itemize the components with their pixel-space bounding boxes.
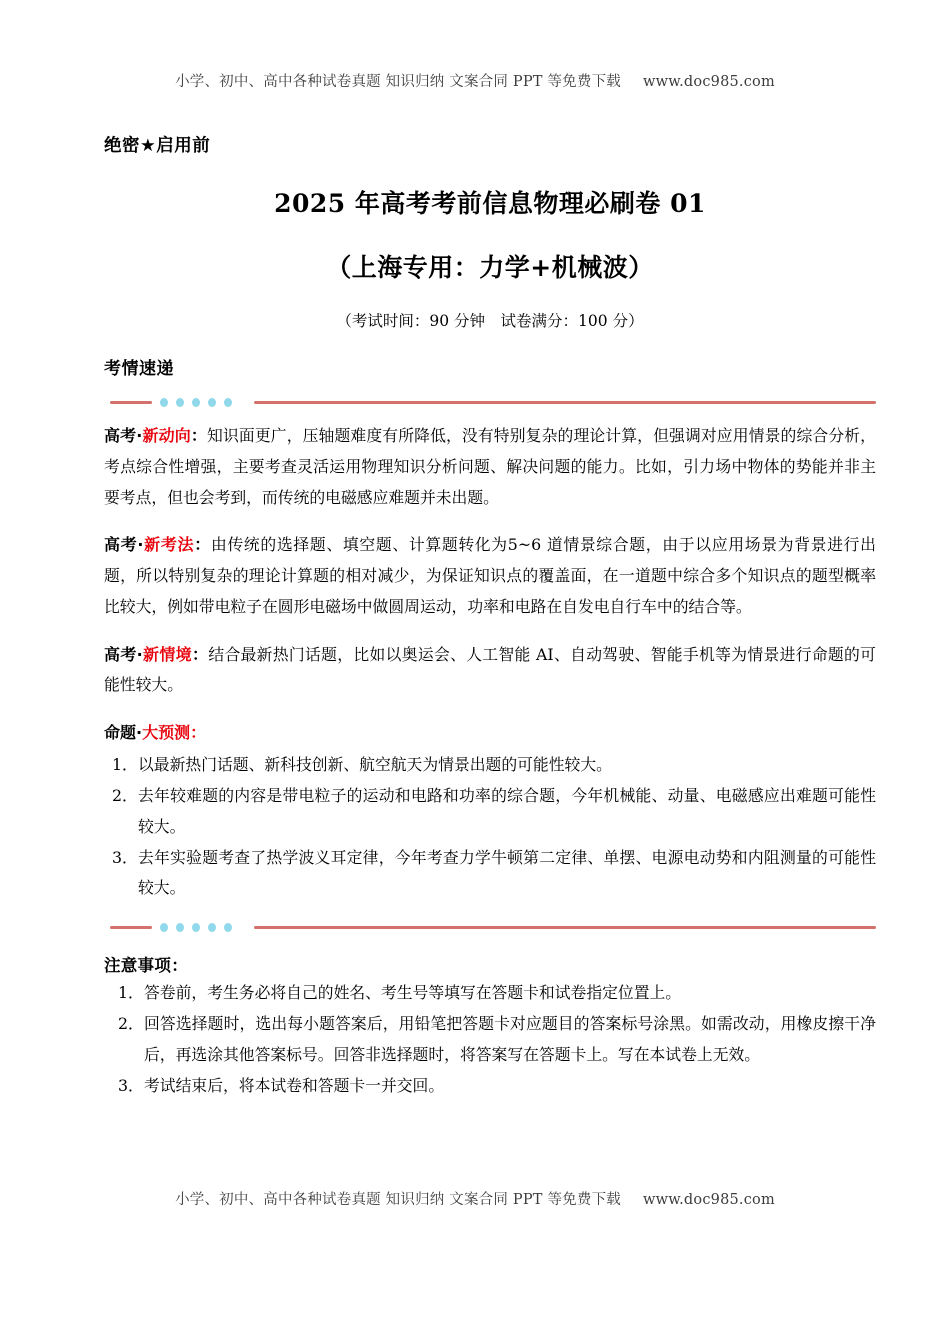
exam-brief-paragraph xyxy=(104,529,876,622)
list-item xyxy=(104,1009,876,1071)
page-footer-url: www.doc985.com xyxy=(642,1192,775,1208)
list-item-index: 3． xyxy=(112,847,138,867)
document-content xyxy=(104,0,876,1101)
decorative-divider-top xyxy=(104,395,876,411)
paragraph-lead-highlight: 新情境 xyxy=(142,644,192,664)
exam-info: （考试时间：90 分钟 试卷满分：100 分） xyxy=(336,311,644,330)
paragraph-lead-highlight: 新动向 xyxy=(142,426,191,446)
section-heading-notices: 注意事项： xyxy=(104,956,188,976)
decorative-divider-bottom xyxy=(104,920,876,936)
paragraph-lead-colon: ： xyxy=(190,426,208,446)
exam-brief-paragraph xyxy=(104,420,876,513)
prediction-heading-highlight: 大预测： xyxy=(142,722,207,742)
divider-dot-icon xyxy=(160,398,168,407)
page-header-url: www.doc985.com xyxy=(642,74,775,90)
list-item xyxy=(104,1071,876,1102)
list-item-text: 以最新热门话题、新科技创新、航空航天为情景出题的可能性较大。 xyxy=(138,755,612,775)
page-footer-text: 小学、初中、高中各种试卷真题 知识归纳 文案合同 PPT 等免费下载 xyxy=(175,1192,621,1208)
paragraph-body: 结合最新热门话题，比如以奥运会、人工智能 AI、自动驾驶、智能手机等为情景进行命题的可能性较大。 xyxy=(104,644,876,695)
divider-dot-icon xyxy=(176,398,184,407)
divider-dots xyxy=(160,923,232,932)
list-item-text: 考试结束后，将本试卷和答题卡一并交回。 xyxy=(144,1075,445,1095)
page-subtitle: （上海专用：力学+机械波） xyxy=(326,252,654,282)
list-item-index: 1． xyxy=(112,755,138,775)
list-item xyxy=(104,843,876,905)
paragraph-lead: 高考· xyxy=(104,426,143,446)
page-footer xyxy=(0,1188,950,1209)
list-item-text: 去年较难题的内容是带电粒子的运动和电路和功率的综合题，今年机械能、动量、电磁感应出难题可能性较大。 xyxy=(138,785,876,836)
divider-line-left xyxy=(110,926,152,929)
prediction-heading-lead: 命题· xyxy=(104,722,143,742)
divider-line-right xyxy=(254,926,876,929)
section-heading-exam-brief: 考情速递 xyxy=(104,359,174,380)
list-item-text: 答卷前，考生务必将自己的姓名、考生号等填写在答题卡和试卷指定位置上。 xyxy=(144,983,682,1003)
paragraph-lead-colon: ： xyxy=(192,644,209,664)
list-item-text: 去年实验题考查了热学波义耳定律，今年考查力学牛顿第二定律、单摆、电源电动势和内阻测量的可能性较大。 xyxy=(138,847,876,898)
divider-line-left xyxy=(110,401,152,404)
list-item-text: 回答选择题时，选出每小题答案后，用铅笔把答题卡对应题目的答案标号涂黑。如需改动，用橡皮擦干净后，再选涂其他答案标号。回答非选择题时，将答案写在答题卡上。写在本试卷上无效。 xyxy=(144,1013,876,1064)
paragraph-body: 知识面更广，压轴题难度有所降低，没有特别复杂的理论计算，但强调对应用情景的综合分析，考点综合性增强，主要考查灵活运用物理知识分析问题、解决问题的能力。比如，引力场中物体的势能并非主要考点，但也会考到，而传统的电磁感应难题并未出题。 xyxy=(104,426,876,507)
divider-dot-icon xyxy=(176,923,184,932)
list-item xyxy=(104,750,876,781)
page-header-text: 小学、初中、高中各种试卷真题 知识归纳 文案合同 PPT 等免费下载 xyxy=(175,74,621,90)
page-title: 2025 年高考考前信息物理必刷卷 01 xyxy=(274,189,706,218)
paragraph-body: 由传统的选择题、填空题、计算题转化为5~6 道情景综合题，由于以应用场景为背景进行出题，所以特别复杂的理论计算题的相对减少，为保证知识点的覆盖面，在一道题中综合多个知识点的题型概率比较大，例如带电粒子在圆形电磁场中做圆周运动，功率和电路在自发电自行车中的结合等。 xyxy=(104,535,876,616)
prediction-heading xyxy=(104,717,876,748)
exam-brief-paragraph xyxy=(104,639,876,702)
list-item xyxy=(104,781,876,843)
divider-dot-icon xyxy=(208,398,216,407)
paragraph-lead: 高考· xyxy=(104,644,143,664)
list-item-index: 2． xyxy=(112,785,138,805)
paragraph-lead: 高考· xyxy=(104,535,144,555)
divider-dot-icon xyxy=(192,923,200,932)
paragraph-lead-highlight: 新考法 xyxy=(143,535,195,555)
divider-dots xyxy=(160,398,232,407)
notice-list xyxy=(104,978,876,1101)
paragraph-lead-colon: ： xyxy=(194,535,211,555)
prediction-list xyxy=(104,750,876,904)
divider-dot-icon xyxy=(224,923,232,932)
divider-dot-icon xyxy=(192,398,200,407)
list-item-index: 3． xyxy=(118,1075,144,1095)
divider-dot-icon xyxy=(208,923,216,932)
divider-line-right xyxy=(254,401,876,404)
divider-dot-icon xyxy=(160,923,168,932)
list-item xyxy=(104,978,876,1009)
secret-label: 绝密★启用前 xyxy=(104,136,211,156)
divider-dot-icon xyxy=(224,398,232,407)
list-item-index: 1． xyxy=(118,983,144,1003)
list-item-index: 2． xyxy=(118,1013,144,1033)
